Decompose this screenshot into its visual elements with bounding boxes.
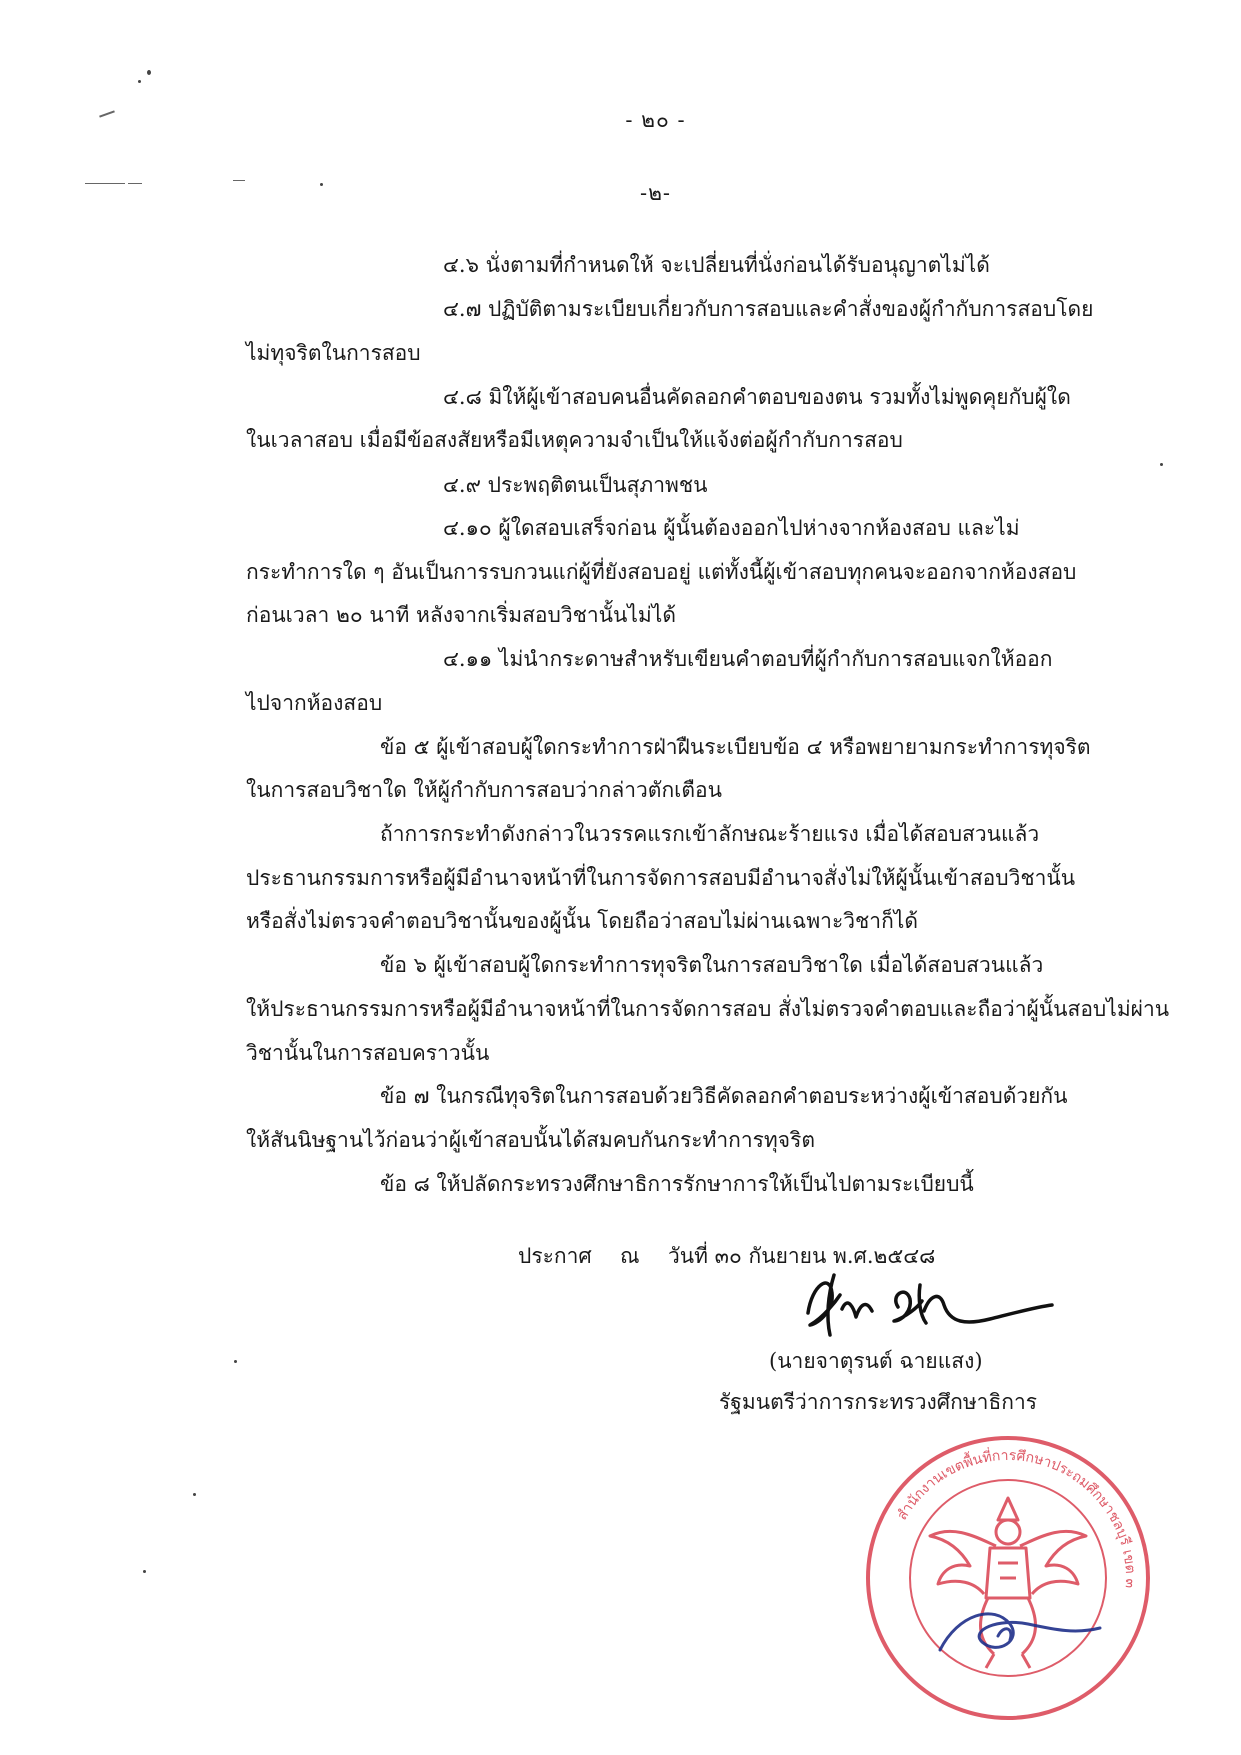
clause-4-10-cont-1: กระทำการใด ๆ อันเป็นการรบกวนแก่ผู้ที่ยังสอบอยู่ แต่ทั้งนี้ผู้เข้าสอบทุกคนจะออกจากห้องสอบ (246, 560, 1077, 584)
scan-speck (234, 1360, 237, 1363)
clause-4-11: ๔.๑๑ ไม่นำกระดาษสำหรับเขียนคำตอบที่ผู้กำกับการสอบแจกให้ออก (443, 647, 1053, 671)
scan-speck (143, 1570, 146, 1573)
page-number-outer: - ๒๐ - (625, 108, 686, 132)
announcement-date: วันที่ ๓๐ กันยายน พ.ศ.๒๕๔๘ (668, 1244, 936, 1268)
scan-speck (147, 70, 151, 75)
clause-4-7-cont: ไม่ทุจริตในการสอบ (246, 341, 421, 365)
announcement-at: ณ (620, 1244, 640, 1268)
clause-4-9: ๔.๙ ประพฤติตนเป็นสุภาพชน (443, 473, 708, 497)
scan-speck (1160, 463, 1163, 466)
official-seal-stamp (858, 1428, 1158, 1728)
clause-5-para-2: ถ้าการกระทำดังกล่าวในวรรคแรกเข้าลักษณะร้ายแรง เมื่อได้สอบสวนแล้ว (380, 822, 1040, 846)
clause-5-cont: ในการสอบวิชาใด ให้ผู้กำกับการสอบว่ากล่าวตักเตือน (246, 778, 722, 802)
page-number-inner: -๒- (639, 181, 672, 205)
clause-6-cont-1: ให้ประธานกรรมการหรือผู้มีอำนาจหน้าที่ในการจัดการสอบ สั่งไม่ตรวจคำตอบและถือว่าผู้นั้นสอบไม่ผ่าน (246, 997, 1170, 1021)
scan-speck (138, 80, 141, 83)
clause-4-11-cont: ไปจากห้องสอบ (246, 691, 383, 715)
clause-5-para-2-cont-2: หรือสั่งไม่ตรวจคำตอบวิชานั้นของผู้นั้น โดยถือว่าสอบไม่ผ่านเฉพาะวิชาก็ได้ (246, 909, 918, 933)
clause-4-10: ๔.๑๐ ผู้ใดสอบเสร็จก่อน ผู้นั้นต้องออกไปห่างจากห้องสอบ และไม่ (443, 516, 1020, 540)
scan-speck (193, 1493, 196, 1496)
clause-4-7: ๔.๗ ปฏิบัติตามระเบียบเกี่ยวกับการสอบและคำสั่งของผู้กำกับการสอบโดย (443, 297, 1094, 321)
clause-5-para-2-cont-1: ประธานกรรมการหรือผู้มีอำนาจหน้าที่ในการจัดการสอบมีอำนาจสั่งไม่ให้ผู้นั้นเข้าสอบวิชานั้น (246, 866, 1076, 890)
clause-5: ข้อ ๕ ผู้เข้าสอบผู้ใดกระทำการฝ่าฝืนระเบียบข้อ ๔ หรือพยายามกระทำการทุจริต (380, 735, 1091, 759)
clause-6: ข้อ ๖ ผู้เข้าสอบผู้ใดกระทำการทุจริตในการสอบวิชาใด เมื่อได้สอบสวนแล้ว (380, 953, 1044, 977)
announcement-label: ประกาศ (518, 1244, 592, 1268)
seal-ring-text: สำนักงานเขตพื้นที่การศึกษาประถมศึกษาชลบุรี เขต ๓ (894, 1447, 1139, 1589)
clause-4-10-cont-2: ก่อนเวลา ๒๐ นาที หลังจากเริ่มสอบวิชานั้นไม่ได้ (246, 603, 676, 627)
clause-4-6: ๔.๖ นั่งตามที่กำหนดให้ จะเปลี่ยนที่นั่งก่อนได้รับอนุญาตไม่ได้ (443, 253, 990, 277)
minister-signature (790, 1265, 1060, 1350)
clause-7: ข้อ ๗ ในกรณีทุจริตในการสอบด้วยวิธีคัดลอกคำตอบระหว่างผู้เข้าสอบด้วยกัน (380, 1084, 1068, 1108)
signatory-name: (นายจาตุรนต์ ฉายแสง) (769, 1349, 983, 1373)
clause-4-8-cont: ในเวลาสอบ เมื่อมีข้อสงสัยหรือมีเหตุความจำเป็นให้แจ้งต่อผู้กำกับการสอบ (246, 428, 903, 452)
clause-4-8: ๔.๘ มิให้ผู้เข้าสอบคนอื่นคัดลอกคำตอบของตน รวมทั้งไม่พูดคุยกับผู้ใด (443, 385, 1071, 409)
clause-6-cont-2: วิชานั้นในการสอบคราวนั้น (246, 1041, 490, 1065)
signatory-position: รัฐมนตรีว่าการกระทรวงศึกษาธิการ (719, 1390, 1038, 1414)
clause-8: ข้อ ๘ ให้ปลัดกระทรวงศึกษาธิการรักษาการให้เป็นไปตามระเบียบนี้ (380, 1172, 974, 1196)
clause-7-cont: ให้สันนิษฐานไว้ก่อนว่าผู้เข้าสอบนั้นได้สมคบกันกระทำการทุจริต (246, 1128, 815, 1152)
